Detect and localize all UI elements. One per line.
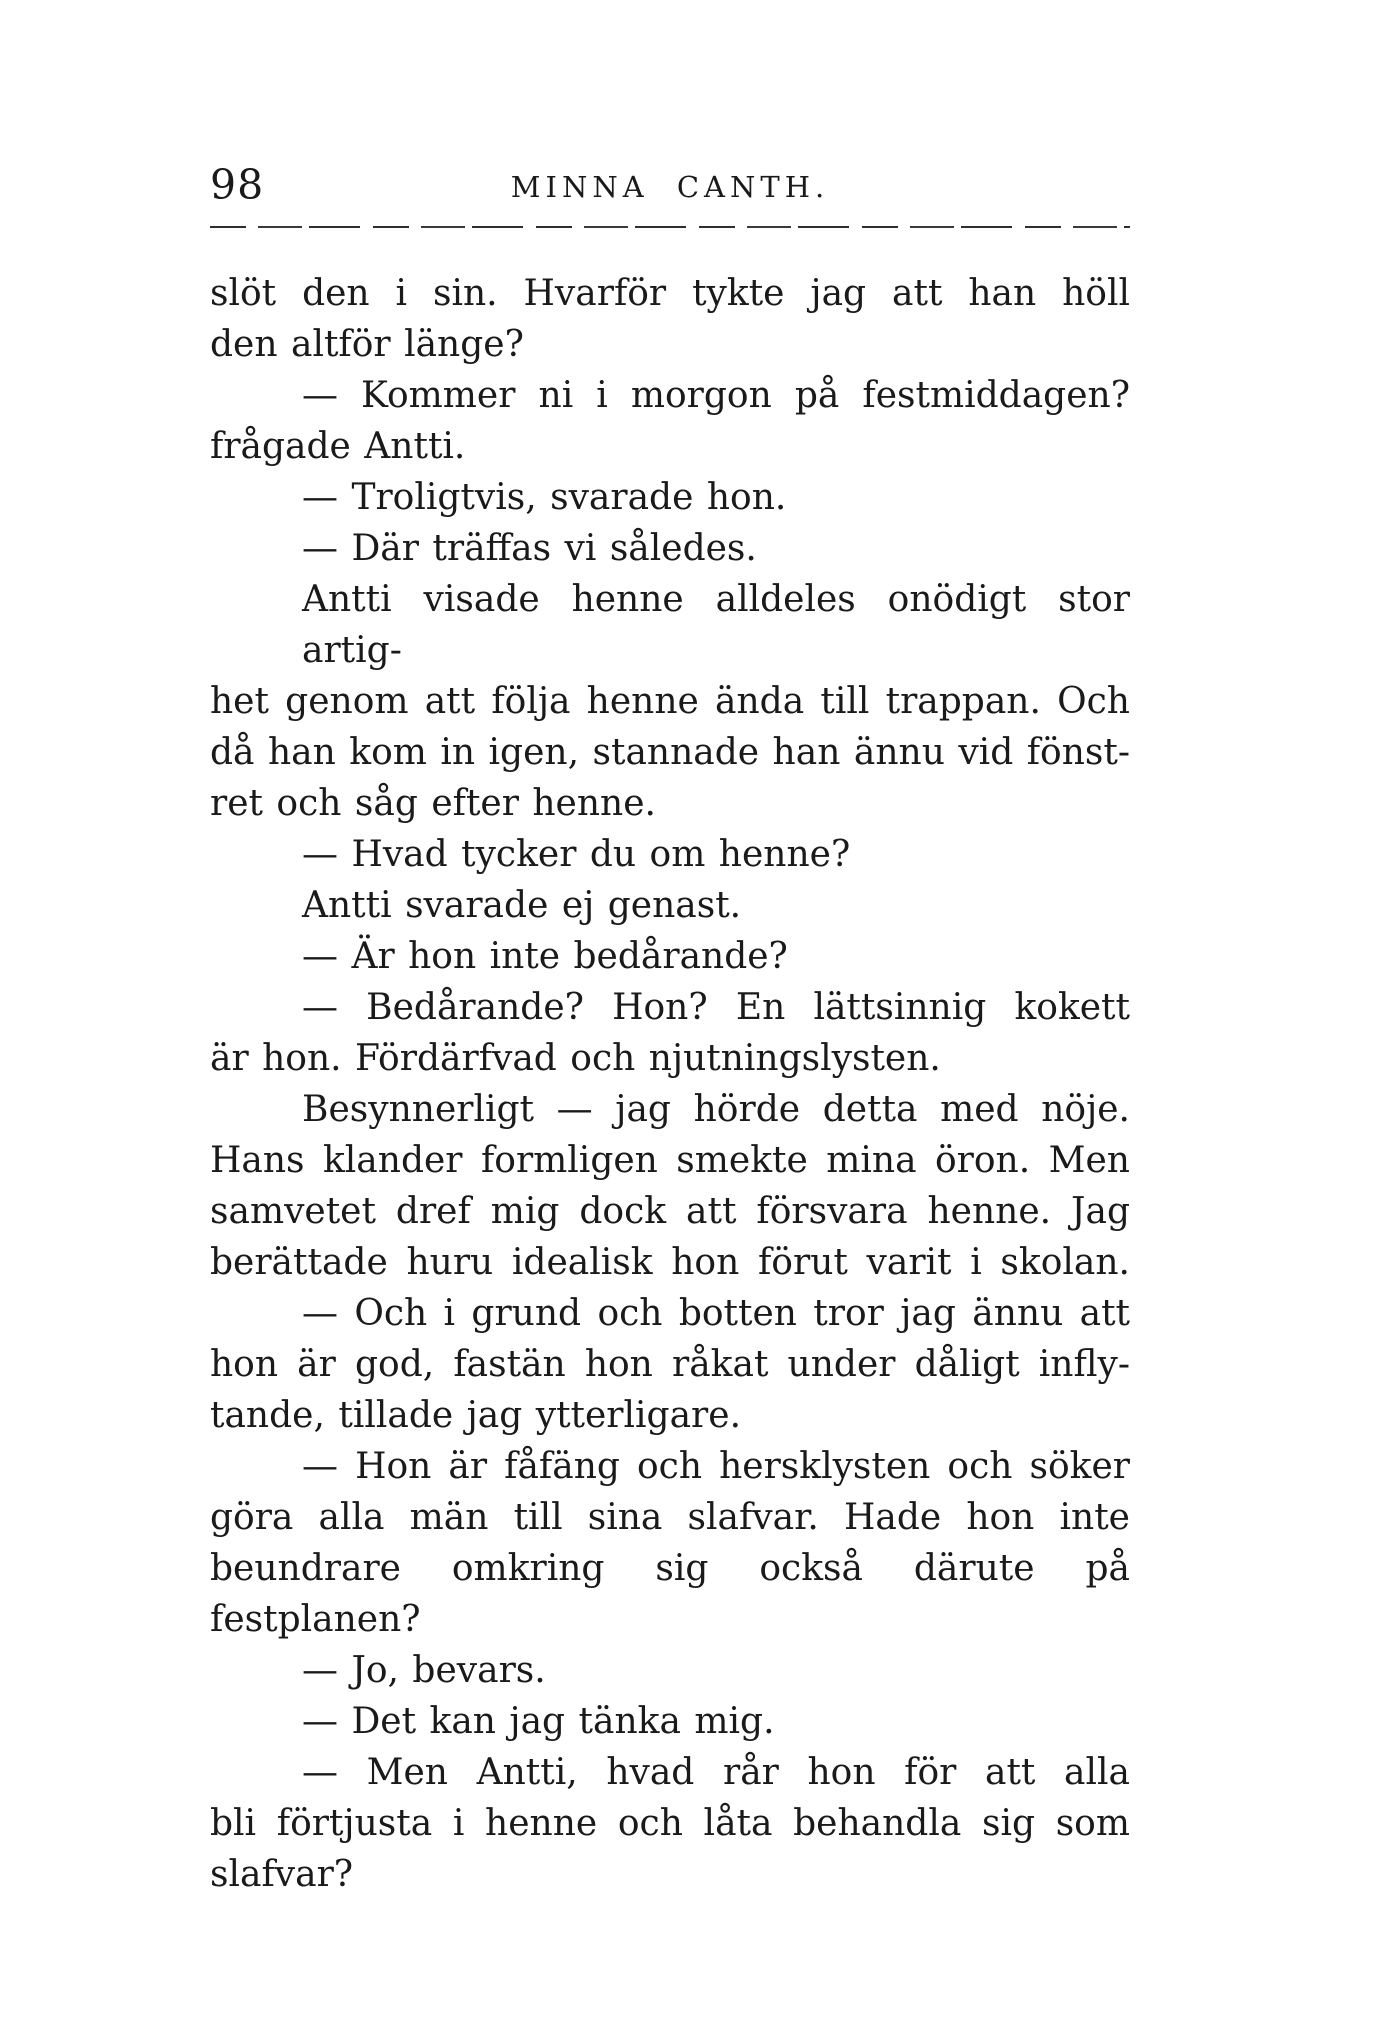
text-line: Hans klander formligen smekte mina öron. Men bbox=[210, 1140, 1130, 1181]
text-line: är hon. Fördärfvad och njutningslysten. bbox=[210, 1038, 941, 1079]
text-line: — Det kan jag tänka mig. bbox=[302, 1701, 775, 1742]
text-line: beundrare omkring sig också därute på festplanen? bbox=[210, 1548, 1130, 1640]
text-line: — Är hon inte bedårande? bbox=[302, 936, 788, 977]
header-rule bbox=[210, 226, 1130, 228]
text-line: frågade Antti. bbox=[210, 426, 466, 467]
page-header bbox=[210, 148, 1130, 209]
text-line: göra alla män till sina slafvar. Hade hon inte bbox=[210, 1497, 1130, 1538]
text-line: slöt den i sin. Hvarför tykte jag att han höll bbox=[210, 273, 1130, 314]
text-line: berättade huru idealisk hon förut varit i skolan. bbox=[210, 1242, 1130, 1283]
text-line: bli förtjusta i henne och låta behandla sig som bbox=[210, 1803, 1130, 1844]
page-content bbox=[210, 148, 1130, 1900]
text-line: — Bedårande? Hon? En lättsinnig kokett bbox=[302, 987, 1130, 1028]
text-line: het genom att följa henne ända till trappan. Och bbox=[210, 681, 1130, 722]
text-line: — Kommer ni i morgon på festmiddagen? bbox=[302, 375, 1130, 416]
text-line: ret och såg efter henne. bbox=[210, 783, 656, 824]
text-line: samvetet dref mig dock att försvara henne. Jag bbox=[210, 1191, 1130, 1232]
text-line: — Troligtvis, svarade hon. bbox=[302, 477, 787, 518]
page-number: 98 bbox=[210, 161, 265, 209]
text-line: tande, tillade jag ytterligare. bbox=[210, 1395, 742, 1436]
text-line: Antti visade henne alldeles onödigt stor artig- bbox=[302, 579, 1130, 671]
text-line: — Men Antti, hvad rår hon för att alla bbox=[302, 1752, 1130, 1793]
page-body bbox=[210, 268, 1130, 1900]
text-line: Besynnerligt — jag hörde detta med nöje. bbox=[302, 1089, 1130, 1130]
text-line: då han kom in igen, stannade han ännu vid fönst- bbox=[210, 732, 1130, 773]
text-line: slafvar? bbox=[210, 1854, 354, 1895]
running-title: MINNA CANTH. bbox=[510, 170, 830, 204]
text-line: den altför länge? bbox=[210, 324, 524, 365]
text-line: — Hvad tycker du om henne? bbox=[302, 834, 851, 875]
text-line: — Hon är fåfäng och hersklysten och söker bbox=[302, 1446, 1130, 1487]
text-line: — Där träffas vi således. bbox=[302, 528, 757, 569]
text-line: — Jo, bevars. bbox=[302, 1650, 546, 1691]
text-line: Antti svarade ej genast. bbox=[302, 885, 742, 926]
text-line: — Och i grund och botten tror jag ännu att bbox=[302, 1293, 1130, 1334]
text-line: hon är god, fastän hon råkat under dåligt infly- bbox=[210, 1344, 1130, 1385]
